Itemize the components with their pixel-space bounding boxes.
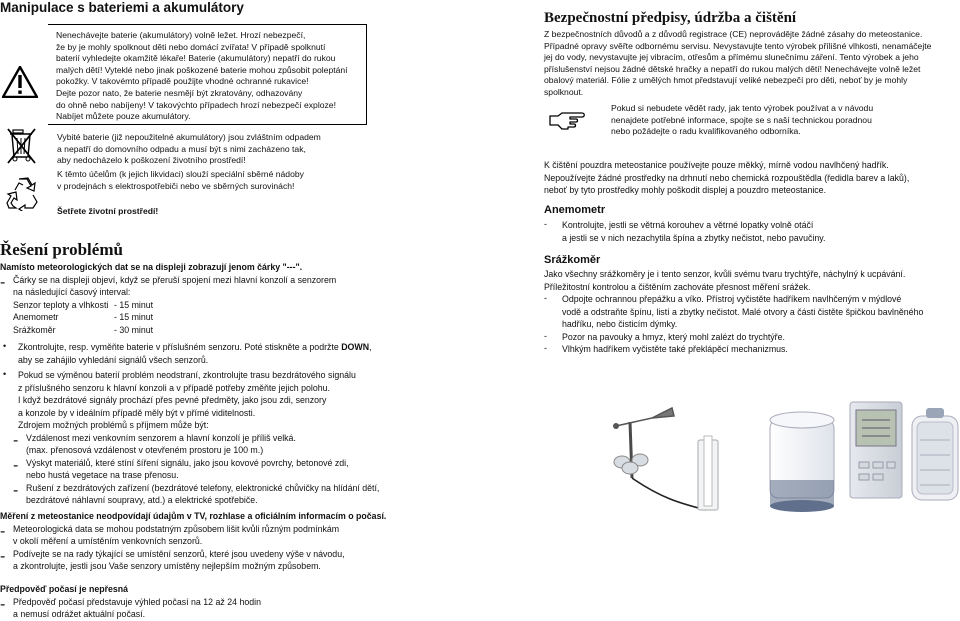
rain-intro-line: Jako všechny srážkoměry je i tento senzor, kvůli svému tvaru trychtýře, náchylný k ucpávání. <box>544 269 906 279</box>
warning-triangle-icon <box>2 66 38 103</box>
disposal-line: Vybité baterie (již nepoužitelné akumulátory) jsou zvláštním odpadem <box>57 132 321 142</box>
safety-line: Z bezpečnostních důvodů a z důvodů registrace (CE) neprovádějte žádné zásahy do meteostanice. <box>544 29 923 39</box>
dash-line: na následující časový interval: <box>13 287 131 297</box>
safety-line: Případné opravy svěřte odbornému servisu. Nevystavujte tento výrobek přílišné vlhkosti, nenamáčejte <box>544 40 932 51</box>
unsure-line: Pokud si nebudete vědět rady, jak tento výrobek používat a v návodu <box>611 103 874 113</box>
anemometer-item: - Kontrolujte, jestli se větrná korouhev a větrné lopatky volně otáčí a jestli se v nich nezachytila špína a zbytky nečistot, nebo pavučiny. <box>544 219 826 243</box>
problems-title: Řešení problémů <box>0 240 123 259</box>
interval-row <box>13 324 420 337</box>
anemometer-title: Anemometr <box>544 204 606 216</box>
rain-item: - Odpojte ochrannou přepážku a víko. Přístroj vyčistěte hadříkem navlhčeným v mýdlové vodě a odstraňte špínu, listí a zbytky nečistot. Malé otvory a části čistěte špičkou bavlněného hadříku, nebo čisticím dýmky. <box>544 293 924 329</box>
safety-line: obalový materiál. Fólie z umělých hmot představují veliké nebezpečí pro děti, neboť by je mohly <box>544 75 908 86</box>
problems-content <box>0 261 420 507</box>
product-photo <box>594 400 960 525</box>
warning-line: Nenechávejte baterie (akumulátory) volně ležet. Hrozí nebezpečí, <box>56 30 306 40</box>
warning-line: že by je mohly spolknout děti nebo domácí zvířata! V případě spolknutí <box>56 41 326 52</box>
warning-line: baterií vyhledejte okamžitě lékaře! Baterie (akumulátory) nepatří do rukou <box>56 53 336 64</box>
measurement-section <box>0 510 440 573</box>
interval-label: Srážkoměr <box>13 324 56 335</box>
unsure-line: nenajdete potřebné informace, spojte se s naší technickou poradnou <box>611 114 872 125</box>
weather-console-icon <box>850 402 902 498</box>
crossed-bin-icon <box>6 127 38 170</box>
rain-gauge-section <box>544 268 960 356</box>
cleaning-line: K čištění pouzdra meteostanice používejte pouze měkký, mírně vodou navlhčený hadřík. <box>544 160 889 170</box>
recycle-icon <box>6 175 40 216</box>
disposal-text <box>57 132 367 167</box>
interval-value: - 30 minut <box>114 324 154 335</box>
dash-item <box>0 274 420 337</box>
bullet-line: Pokud se výměnou baterií problém neodstraní, zkontrolujte trasu bezdrátového signálu <box>18 370 356 380</box>
rain-intro-line: Příležitostní kontrolou a čištěním zachováte přesnost měření srážek. <box>544 281 811 292</box>
safety-text <box>544 29 960 99</box>
bullet-line: z příslušného senzoru k hlavní konzoli a v případě potřeby změňte jejich polohu. <box>18 382 330 393</box>
rain-gauge-icon <box>770 412 834 512</box>
bullet-line: Zdrojem možných problémů s příjmem může být: <box>18 420 209 430</box>
anemometer-section <box>544 219 960 244</box>
sub-item: - Rušení z bezdrátových zařízení (bezdrátové telefony, elektronické chůvičky na hlídání dětí, bezdrátové náhlavní soupravy, atd.) a elektrické spotřebiče. <box>13 482 420 507</box>
safety-line: spolknout. <box>544 86 584 97</box>
dash-line: - Čárky se na displeji objeví, když se přeruší spojení mezi hlavní konzolí a senzorem <box>13 274 337 285</box>
disposal-line: a nepatří do domovního odpadu a musí být s nimi zacházeno tak, <box>57 143 306 154</box>
interval-value: - 15 minut <box>114 312 154 322</box>
safety-section-title: Bezpečnostní předpisy, údržba a čištění <box>544 10 797 26</box>
interval-row <box>13 311 420 324</box>
bullet-item <box>0 341 420 366</box>
rain-gauge-title: Srážkoměr <box>544 254 601 266</box>
measurement-item: - Meteorologická data se mohou podstatným způsobem lišit kvůli různým podmínkám v okolí měření a umístěním venkovních senzorů. <box>0 523 440 548</box>
safety-line: jej do vody, nevystavujte jej vibracím, otřesům a přímému slunečnímu záření. Tento výrobek a jeho <box>544 52 919 63</box>
warning-line: do ohně nebo nabíjeny! V takovýchto případech hrozí nebezpečí exploze! <box>56 99 336 110</box>
bullet-line: I když bezdrátové signály prochází přes pevné předměty, jako jsou zdi, senzory <box>18 395 327 405</box>
interval-label: Anemometr <box>13 312 59 322</box>
interval-value: - 15 minut <box>114 299 154 310</box>
cleaning-line: neboť by tyto prostředky mohly poškodit displej a pouzdro meteostanice. <box>544 185 827 195</box>
save-environment-text: Šetřete životní prostředí! <box>57 206 159 216</box>
bullet-line: Zkontrolujte, resp. vyměňte baterie v příslušném senzoru. Poté stiskněte a podržte DOWN, <box>18 342 372 352</box>
warning-line: Nabíjet můžete pouze akumulátory. <box>56 111 191 122</box>
pointing-hand-icon <box>548 110 586 137</box>
cleaning-line: Nepoužívejte žádné prostředky na drhnutí nebo chemická rozpouštědla (ředidla barev a laků), <box>544 172 910 183</box>
battery-warning-text <box>56 30 366 123</box>
rain-item: - Pozor na pavouky a hmyz, který mohl zalézt do trychtýře. <box>544 330 785 342</box>
problem-heading: Namísto meteorologických dat se na displeji zobrazují jenom čárky "---". <box>0 262 303 272</box>
unsure-line: nebo požádejte o radu kvalifikovaného odborníka. <box>611 126 801 137</box>
measurement-item: - Podívejte se na rady týkající se umístění senzorů, které jsou uvedeny výše v návodu, a zkontrolujte, jestli jsou Vaše senzory umístěny nejlepším možným způsobem. <box>0 548 440 573</box>
bullet-line: aby se zahájilo vyhledání signálů všech senzorů. <box>18 354 209 365</box>
warning-line: malých dětí! Vyteklé nebo jinak poškozené baterie mohou způsobit poleptání <box>56 64 348 75</box>
bullet-icon: • <box>3 341 7 351</box>
forecast-heading: Předpověď počasí je nepřesná <box>0 584 129 594</box>
forecast-section <box>0 583 440 621</box>
disposal-line: aby nedocházelo k poškození životního prostředí! <box>57 155 246 166</box>
collection-text <box>57 169 367 192</box>
sub-item: - Výskyt materiálů, které stíní šíření signálu, jako jsou kovové povrchy, betonové zdi, nebo hustá vegetace na trase přenosu. <box>13 457 420 482</box>
cleaning-text <box>544 159 960 197</box>
measurement-heading: Měření z meteostanice neodpovídají údajům v TV, rozhlase a oficiálním informacím o počasí. <box>0 511 387 521</box>
interval-label: Senzor teploty a vlhkosti <box>13 299 109 310</box>
collection-line: K těmto účelům (k jejich likvidaci) slouží speciální sběrné nádoby <box>57 169 304 179</box>
bullet-icon: • <box>3 369 7 379</box>
interval-row <box>13 299 420 312</box>
wind-sensor-icon <box>613 408 718 510</box>
temperature-sensor-icon <box>912 408 958 500</box>
warning-line: pokožky. V takovémto případě použijte vhodné ochranné rukavice! <box>56 76 309 87</box>
forecast-item: - Předpověď počasí představuje výhled počasí na 12 až 24 hodin a nemusí odrážet aktuální počasí. <box>0 596 440 621</box>
bullet-line: a konzole by v ideálním případě měly být v přímé viditelnosti. <box>18 407 256 418</box>
collection-line: v prodejnách s elektrospotřebiči nebo ve sběrných surovinách! <box>57 180 295 191</box>
rain-item: - Vlhkým hadříkem vyčistěte také překlápěcí mechanizmus. <box>544 343 788 354</box>
sub-item: - Vzdálenost mezi venkovním senzorem a hlavní konzolí je příliš velká. (max. přenosová vzdálenost v otevřeném prostoru je 100 m.) <box>13 432 420 457</box>
battery-section-title: Manipulace s bateriemi a akumulátory <box>0 0 244 15</box>
unsure-text <box>611 103 951 138</box>
safety-line: příslušenství nejsou žádné dětské hračky a nepatří do rukou malých dětí! Nenechávejte volně ležet <box>544 63 921 74</box>
bullet-item <box>0 369 420 432</box>
warning-line: Dejte pozor nato, že baterie nesmějí být zkratovány, odhazovány <box>56 87 303 98</box>
